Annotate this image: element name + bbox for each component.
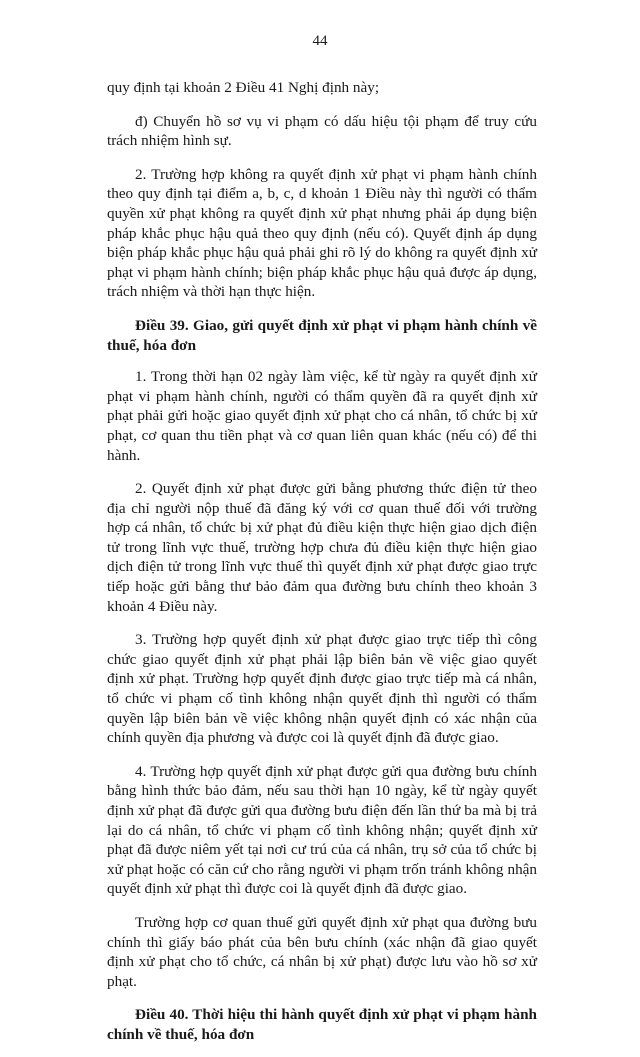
paragraph-article-39-clause-3: 3. Trường hợp quyết định xử phạt được giao trực tiếp thì công chức giao quyết định xử phạt phải lập biên bản về việc giao quyết định xử phạt. Trường hợp quyết định được giao trực tiếp mà cá nhân, tổ chức vi phạm cố tình không nhận quyết định thì người có thẩm quyền lập biên bản về việc không nhận quyết định có xác nhận của chính quyền địa phương và được coi là quyết định đã được giao. <box>107 631 537 747</box>
page-number: 44 <box>312 33 328 49</box>
paragraph-item-dd: đ) Chuyển hồ sơ vụ vi phạm có dấu hiệu tội phạm để truy cứu trách nhiệm hình sự. <box>107 112 537 150</box>
article-39-heading: Điều 39. Giao, gửi quyết định xử phạt vi phạm hành chính về thuế, hóa đơn <box>107 316 537 354</box>
paragraph-article-39-clause-1: 1. Trong thời hạn 02 ngày làm việc, kể từ ngày ra quyết định xử phạt vi phạm hành chính, người có thẩm quyền đã ra quyết định xử phạt phải gửi hoặc giao quyết định xử phạt cho cá nhân, tổ chức bị xử phạt, cơ quan thu tiền phạt và cơ quan liên quan khác (nếu có) để thi hành. <box>107 368 537 464</box>
paragraph-article-39-clause-2: 2. Quyết định xử phạt được gửi bằng phương thức điện tử theo địa chỉ người nộp thuế đã đăng ký với cơ quan thuế đối với trường hợp cá nhân, tổ chức bị xử phạt đủ điều kiện thực hiện giao dịch điện tử trong lĩnh vực thuế, trường hợp chưa đủ điều kiện thực hiện giao dịch điện tử trong lĩnh vực thuế thì quyết định xử phạt được giao trực tiếp hoặc gửi bằng thư bảo đảm qua đường bưu chính theo khoản 3 khoản 4 Điều này. <box>107 480 537 615</box>
paragraph-article-39-clause-4: 4. Trường hợp quyết định xử phạt được gửi qua đường bưu chính bằng hình thức bảo đảm, nếu sau thời hạn 10 ngày, kể từ ngày quyết định xử phạt đã được gửi qua đường bưu điện đến lần thứ ba mà bị trả lại do cá nhân, tổ chức vi phạm cố tình không nhận; quyết định xử phạt đã được niêm yết tại nơi cư trú của cá nhân, trụ sở của tổ chức bị xử phạt hoặc có căn cứ cho rằng người vi phạm trốn tránh không nhận quyết định xử phạt thì được coi là quyết định đã được giao. <box>107 762 537 898</box>
article-40-heading: Điều 40. Thời hiệu thi hành quyết định xử phạt vi phạm hành chính về thuế, hóa đơn <box>107 1006 537 1043</box>
paragraph-clause-2: 2. Trường hợp không ra quyết định xử phạt vi phạm hành chính theo quy định tại điểm a, b, c, d khoản 1 Điều này thì người có thẩm quyền xử phạt không ra quyết định xử phạt nhưng phải áp dụng biện pháp khắc phục hậu quả theo quy định (nếu có). Quyết định áp dụng biện pháp khắc phục hậu quả phải ghi rõ lý do không ra quyết định xử phạt vi phạm hành chính; biện pháp khắc phục hậu quả được áp dụng, trách nhiệm và thời hạn thực hiện. <box>107 165 537 301</box>
paragraph-continuation: quy định tại khoản 2 Điều 41 Nghị định này; <box>107 79 380 96</box>
paragraph-article-39-postal: Trường hợp cơ quan thuế gửi quyết định xử phạt qua đường bưu chính thì giấy báo phát của bên bưu chính (xác nhận đã giao quyết định xử phạt cho tổ chức, cá nhân bị xử phạt) được lưu vào hồ sơ xử phạt. <box>107 913 537 990</box>
